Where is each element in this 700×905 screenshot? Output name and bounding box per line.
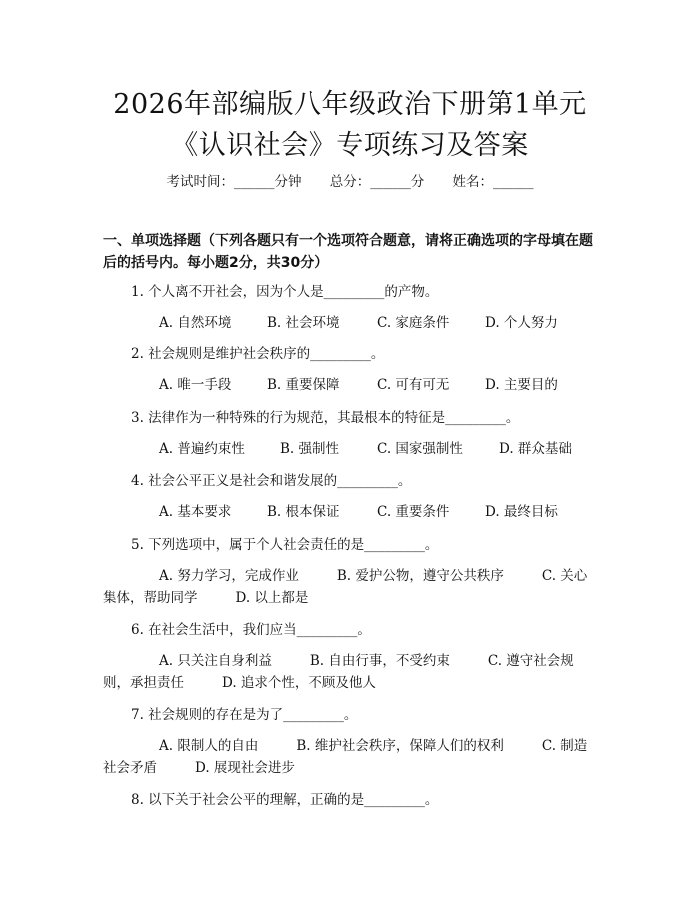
exam-meta (0, 170, 700, 190)
option-b: B. 强制性 (280, 441, 340, 457)
option-b: B. 自由行事，不受约束 (309, 653, 450, 669)
exam-score: 总分：______分 (329, 174, 425, 190)
option-d: D. 最终目标 (485, 504, 558, 520)
option-d: D. 群众基础 (499, 441, 572, 457)
option-a: A. 唯一手段 (159, 377, 232, 393)
option-d: D. 以上都是 (235, 590, 309, 606)
option-a: A. 努力学习，完成作业 (159, 568, 299, 584)
exam-time: 考试时间：______分钟 (166, 174, 302, 190)
option-b: B. 爱护公物，遵守公共秩序 (336, 568, 504, 584)
option-d: D. 追求个性，不顾及他人 (222, 675, 376, 691)
option-b: B. 社会环境 (267, 315, 340, 331)
question-stem: 4. 社会公平正义是社会和谐发展的_________。 (131, 473, 412, 489)
question-stem: 2. 社会规则是维护社会秩序的_________。 (131, 346, 385, 362)
option-b: B. 根本保证 (267, 504, 340, 520)
option-c: C. 国家强制性 (377, 441, 463, 457)
question-stem: 8. 以下关于社会公平的理解，正确的是_________。 (131, 792, 439, 808)
option-b: B. 维护社会秩序，保障人们的权利 (296, 738, 504, 754)
option-d: D. 主要目的 (485, 377, 558, 393)
option-a: A. 只关注自身利益 (159, 653, 272, 669)
question-stem: 3. 法律作为一种特殊的行为规范，其最根本的特征是_________。 (131, 410, 520, 426)
option-c: C. 重要条件 (377, 504, 450, 520)
question-stem: 5. 下列选项中，属于个人社会责任的是_________。 (131, 537, 439, 553)
section-heading: 一、单项选择题（下列各题只有一个选项符合题意，请将正确选项的字母填在题后的括号内。每小题2分，共30分） (103, 233, 593, 271)
option-a: A. 普遍约束性 (159, 441, 245, 457)
option-c: C. 遵守社会规则，承担责任 (103, 653, 574, 691)
option-block (103, 565, 593, 609)
question-stem: 7. 社会规则的存在是为了_________。 (131, 707, 358, 723)
option-c: C. 可有可无 (377, 377, 450, 393)
page-title: 2026年部编版八年级政治下册第1单元《认识社会》专项练习及答案 (113, 89, 587, 161)
option-d: D. 展现社会进步 (195, 760, 295, 776)
exam-name: 姓名：______ (452, 174, 534, 190)
option-d: D. 个人努力 (485, 315, 558, 331)
question-stem: 1. 个人离不开社会，因为个人是_________的产物。 (131, 284, 439, 300)
option-b: B. 重要保障 (267, 377, 340, 393)
option-a: A. 基本要求 (159, 504, 232, 520)
option-block (103, 650, 593, 694)
option-a: A. 自然环境 (159, 315, 232, 331)
option-a: A. 限制人的自由 (159, 738, 259, 754)
option-c: C. 制造社会矛盾 (103, 738, 588, 776)
option-c: C. 家庭条件 (377, 315, 450, 331)
option-c: C. 关心集体，帮助同学 (103, 568, 588, 606)
option-block (103, 735, 593, 779)
question-stem: 6. 在社会生活中，我们应当_________。 (131, 622, 371, 638)
